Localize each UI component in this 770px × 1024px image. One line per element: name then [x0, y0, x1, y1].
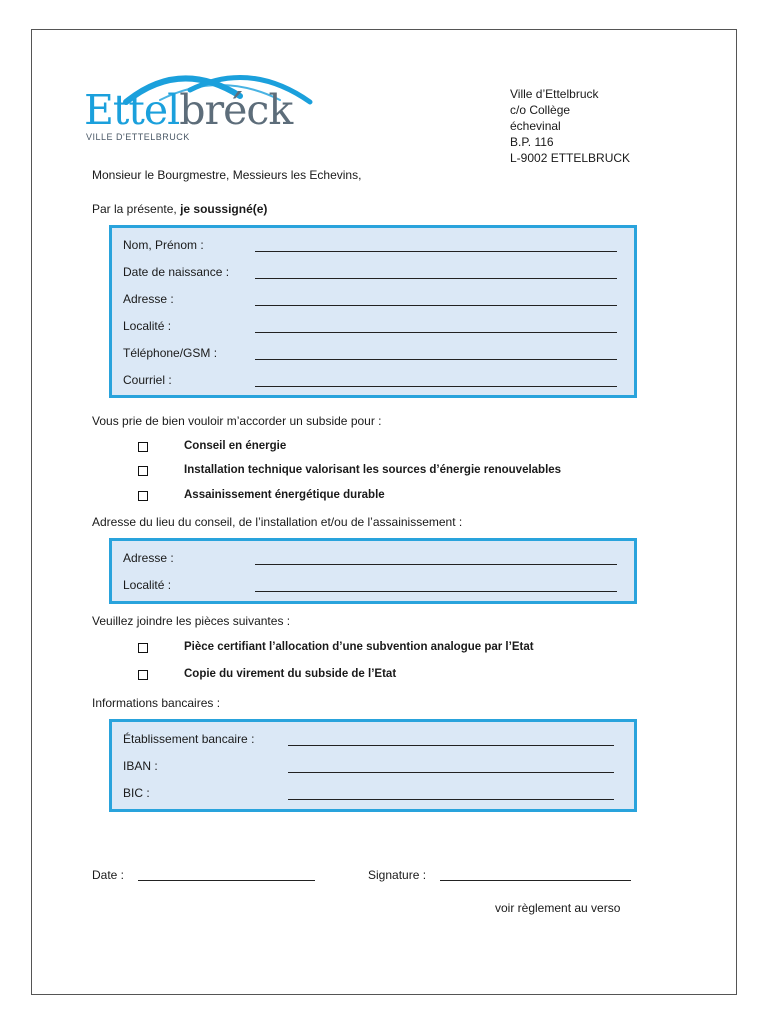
field-input-line[interactable] [255, 591, 617, 592]
applicant-field-row[interactable] [112, 319, 634, 335]
recipient-line: L-9002 ETTELBRUCK [510, 151, 631, 165]
intro-line [92, 202, 267, 216]
subsidy-option-label: Installation technique valorisant les sources d’énergie renouvelables [184, 464, 562, 476]
field-label: Courriel : [123, 373, 172, 387]
logo-word-part1: Ettel [84, 86, 180, 134]
field-label: Date de naissance : [123, 265, 230, 279]
attachment-checkbox[interactable] [138, 670, 148, 680]
date-label: Date : [92, 868, 125, 882]
recipient-line: Ville d’Ettelbruck [510, 87, 599, 101]
bank-text: Informations bancaires : [92, 696, 221, 710]
applicant-field-row[interactable] [112, 346, 634, 362]
logo-wordmark [84, 87, 292, 133]
subsidy-option-label: Assainissement énergétique durable [184, 489, 385, 501]
field-label: Téléphone/GSM : [123, 346, 218, 360]
subsidy-option-label: Conseil en énergie [184, 440, 287, 452]
bank-info-box [109, 719, 637, 812]
logo-word-part2: bréck [179, 86, 293, 134]
intro-prefix: Par la présente, [92, 202, 181, 216]
location-info-box [109, 538, 637, 604]
salutation: Monsieur le Bourgmestre, Messieurs les Echevins, [92, 168, 362, 182]
subsidy-checkbox[interactable] [138, 466, 148, 476]
attachment-checkbox[interactable] [138, 643, 148, 653]
field-input-line[interactable] [288, 772, 614, 773]
field-input-line[interactable] [255, 305, 617, 306]
signature-label: Signature : [368, 868, 427, 882]
location-field-row[interactable] [112, 578, 634, 594]
ettelbruck-logo [80, 66, 320, 146]
field-label: Établissement bancaire : [123, 732, 255, 746]
request-text: Vous prie de bien vouloir m’accorder un subside pour : [92, 414, 382, 428]
field-input-line[interactable] [255, 251, 617, 252]
bank-field-row[interactable] [112, 786, 634, 802]
bank-field-row[interactable] [112, 732, 634, 748]
field-input-line[interactable] [255, 332, 617, 333]
applicant-field-row[interactable] [112, 373, 634, 389]
applicant-info-box [109, 225, 637, 398]
applicant-field-row[interactable] [112, 238, 634, 254]
field-input-line[interactable] [255, 359, 617, 360]
field-label: Localité : [123, 578, 172, 592]
field-input-line[interactable] [255, 386, 617, 387]
bank-field-row[interactable] [112, 759, 634, 775]
form-page [31, 29, 737, 995]
location-text: Adresse du lieu du conseil, de l’installation et/ou de l’assainissement : [92, 515, 463, 529]
recipient-address [510, 86, 630, 166]
recipient-line: échevinal [510, 119, 561, 133]
intro-bold: je soussigné(e) [180, 202, 268, 216]
field-label: Nom, Prénom : [123, 238, 204, 252]
attachment-option-label: Pièce certifiant l’allocation d’une subvention analogue par l’Etat [184, 641, 534, 653]
field-label: Localité : [123, 319, 172, 333]
verso-note: voir règlement au verso [495, 901, 621, 915]
attachments-text: Veuillez joindre les pièces suivantes : [92, 614, 291, 628]
subsidy-checkbox[interactable] [138, 491, 148, 501]
applicant-field-row[interactable] [112, 265, 634, 281]
field-label: BIC : [123, 786, 150, 800]
field-label: Adresse : [123, 292, 174, 306]
field-input-line[interactable] [288, 745, 614, 746]
recipient-line: c/o Collège [510, 103, 571, 117]
recipient-line: B.P. 116 [510, 135, 554, 149]
field-input-line[interactable] [255, 278, 617, 279]
field-label: Adresse : [123, 551, 174, 565]
subsidy-checkbox[interactable] [138, 442, 148, 452]
signature-input-line[interactable] [440, 880, 631, 881]
location-field-row[interactable] [112, 551, 634, 567]
attachment-option-label: Copie du virement du subside de l’Etat [184, 668, 397, 680]
field-label: IBAN : [123, 759, 158, 773]
logo-subtitle: VILLE D'ETTELBRUCK [86, 132, 190, 142]
date-input-line[interactable] [138, 880, 315, 881]
field-input-line[interactable] [255, 564, 617, 565]
applicant-field-row[interactable] [112, 292, 634, 308]
field-input-line[interactable] [288, 799, 614, 800]
